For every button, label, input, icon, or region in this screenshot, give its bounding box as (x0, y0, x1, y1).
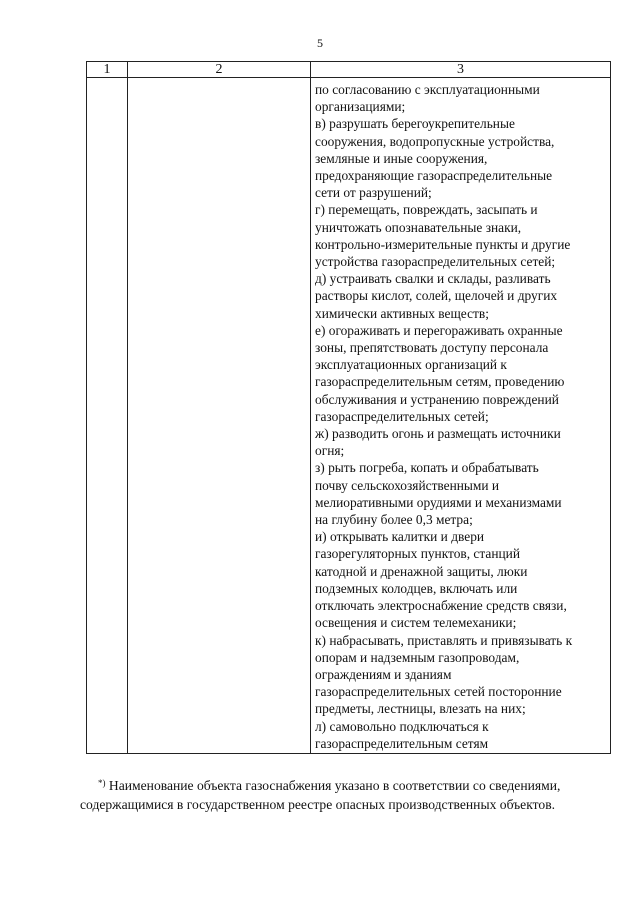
text-line: организациями; (315, 99, 406, 115)
text-line: предохраняющие газораспределительные (315, 168, 553, 184)
text-line: предметы, лестницы, влезать на них; (315, 701, 526, 717)
table-cell-col3 (311, 78, 611, 754)
text-line: растворы кислот, солей, щелочей и других (315, 288, 558, 304)
column-header-2: 2 (128, 62, 311, 78)
text-line: подземных колодцев, включать или (315, 580, 518, 596)
text-line: д) устраивать свалки и склады, разливать (315, 271, 551, 287)
text-line: и) открывать калитки и двери (315, 529, 485, 545)
document-table (86, 61, 611, 754)
text-line: на глубину более 0,3 метра; (315, 512, 473, 528)
text-line: в) разрушать берегоукрепительные (315, 116, 515, 132)
column-header-1: 1 (87, 62, 128, 78)
text-line: ж) разводить огонь и размещать источники (315, 426, 561, 442)
column-header-3: 3 (311, 62, 611, 78)
text-line: з) рыть погреба, копать и обрабатывать (315, 460, 539, 476)
text-line: ограждениям и зданиям (315, 666, 452, 682)
text-line: контрольно-измерительные пункты и другие (315, 236, 571, 252)
footnote-line-2: содержащимися в государственном реестре опасных производственных объектов. (80, 797, 556, 812)
text-line: к) набрасывать, приставлять и привязывать к (315, 632, 573, 648)
text-line: земляные и иные сооружения, (315, 150, 488, 166)
text-line: газораспределительным сетям, проведению (315, 374, 565, 390)
text-line: эксплуатационных организаций к (315, 357, 507, 373)
text-line: газорегуляторных пунктов, станций (315, 546, 521, 562)
table-cell-col1 (87, 78, 128, 754)
text-line: по согласованию с эксплуатационными (315, 82, 540, 97)
text-line: газораспределительных сетей посторонние (315, 684, 562, 700)
table-cell-col2 (128, 78, 311, 754)
table-row (87, 78, 611, 754)
text-line: газораспределительных сетей; (315, 408, 489, 424)
footnote-text-1: Наименование объекта газоснабжения указано в соответствии со сведениями, (108, 778, 561, 793)
text-line: освещения и систем телемеханики; (315, 615, 517, 631)
text-line: газораспределительным сетям (315, 735, 489, 751)
text-line: е) огораживать и перегораживать охранные (315, 322, 563, 338)
text-line: сети от разрушений; (315, 185, 432, 201)
text-line: г) перемещать, повреждать, засыпать и (315, 202, 538, 218)
text-line: опорам и надземным газопроводам, (315, 649, 520, 665)
text-line: почву сельскохозяйственными и (315, 477, 500, 493)
table-header-row (87, 62, 611, 78)
text-line: сооружения, водопропускные устройства, (315, 133, 555, 149)
page-number: 5 (317, 36, 323, 50)
text-line: зоны, препятствовать доступу персонала (315, 340, 549, 356)
text-line: мелиоративными орудиями и механизмами (315, 494, 562, 510)
text-line: л) самовольно подключаться к (315, 718, 489, 734)
restrictions-text (311, 78, 610, 753)
text-line: химически активных веществ; (315, 305, 489, 321)
text-line: катодной и дренажной защиты, люки (315, 563, 528, 579)
text-line: отключать электроснабжение средств связи, (315, 598, 567, 614)
footnote (80, 776, 618, 814)
text-line: уничтожать опознавательные знаки, (315, 219, 522, 235)
text-line: обслуживания и устранению повреждений (315, 391, 559, 407)
footnote-line-1 (80, 776, 618, 795)
text-line: огня; (315, 443, 345, 459)
footnote-marker: *) (98, 778, 106, 788)
text-line: устройства газораспределительных сетей; (315, 254, 556, 270)
